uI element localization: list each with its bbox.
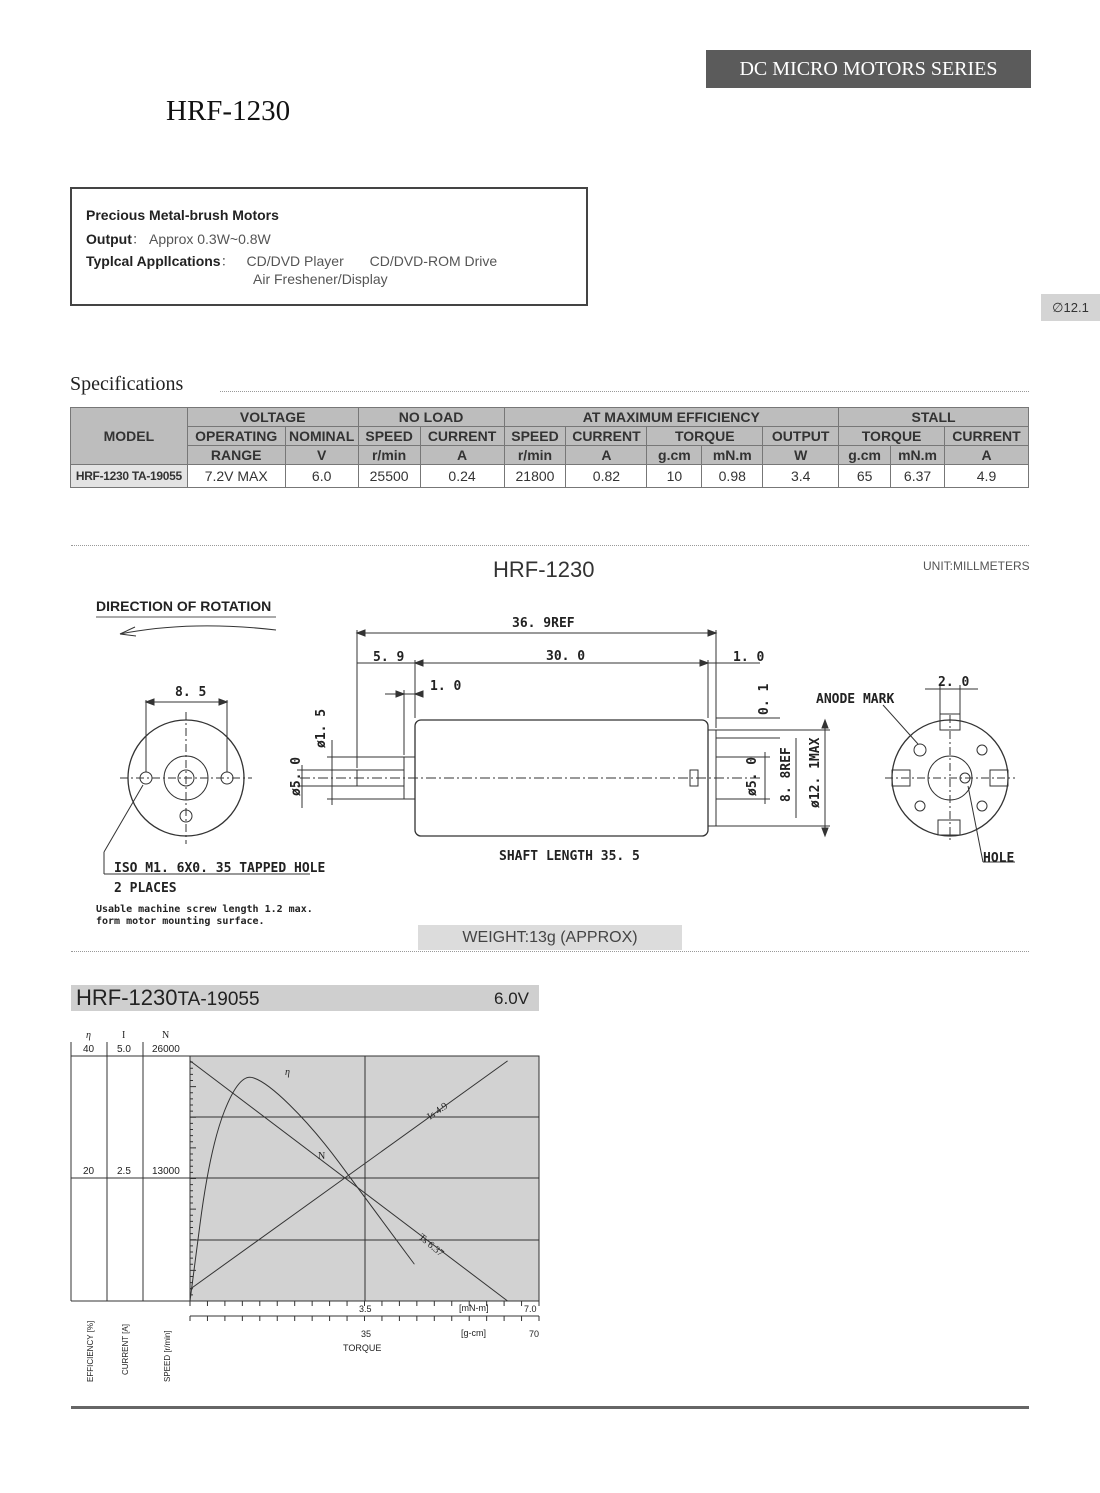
perf-model-suffix: TA-19055 [177,989,260,1010]
speed-tick-top: 26000 [152,1044,180,1055]
cell-model: HRF-1230 TA-19055 [71,465,188,488]
apps-value-2: CD/DVD-ROM Drive [369,253,498,269]
n-header: N [162,1030,170,1041]
diameter-tab[interactable]: ∅12.1 [1041,294,1100,321]
n-curve-label: N [318,1151,326,1162]
torque-mnm-mid: 3.5 [359,1304,372,1314]
series-banner: DC MICRO MOTORS SERIES [706,50,1031,88]
cur-tick-top: 5.0 [117,1044,131,1055]
intro-box [70,187,588,306]
th-no-load: NO LOAD [358,408,504,427]
torque-mnm-unit: [mN-m] [459,1303,489,1313]
th-unit-mnm: mN.m [891,446,945,465]
torque-mnm-max: 7.0 [524,1304,537,1314]
speed-vlabel: SPEED [r/min] [163,1330,172,1382]
apps-label: Typlcal Appllcations [86,253,221,269]
unit-label: UNIT:MILLMETERS [923,559,1030,573]
th-unit-a: A [945,446,1029,465]
dim-12-1: ø12. 1MAX [808,737,823,808]
cell-st-current: 4.9 [945,465,1029,488]
th-nl-current: CURRENT [420,427,504,446]
weight-label: WEIGHT:13g (APPROX) [418,925,682,950]
eff-tick-mid: 20 [83,1166,95,1177]
divider [71,951,1029,952]
front-view [104,685,310,874]
perf-banner [71,985,539,1011]
torque-label: TORQUE [343,1343,382,1353]
dim-30: 30. 0 [546,649,586,664]
hole-label: HOLE [983,851,1015,866]
th-model: MODEL [71,408,188,465]
note-line-1: Usable machine screw length 1.2 max. [96,904,313,915]
dim-phi5-0a: ø5. 0 [289,756,304,796]
th-me-current: CURRENT [566,427,647,446]
specs-heading: Specifications [70,373,184,395]
intro-apps: Typlcal Appllcations： CD/DVD Player CD/DVD-ROM Drive [86,253,498,269]
divider [71,545,1029,546]
th-stall: STALL [839,408,1029,427]
th-unit-gcm: g.cm [839,446,891,465]
eta-curve-label: η [285,1067,290,1078]
th-st-torque: TORQUE [839,427,945,446]
th-nominal: NOMINAL [285,427,358,446]
th-unit-a: A [566,446,647,465]
cell-st-torque-gcm: 65 [839,465,891,488]
th-unit-w: W [763,446,839,465]
page-title: HRF-1230 [166,95,291,127]
th-unit-mnm: mN.m [702,446,763,465]
cell-me-current: 0.82 [566,465,647,488]
cell-operating-range: 7.2V MAX [187,465,285,488]
divider [220,391,1029,392]
ts-curve-label: Ts 6.37 [416,1231,446,1260]
dim-1-0b: 1. 0 [733,650,765,665]
th-operating: OPERATING [187,427,285,446]
th-me-torque: TORQUE [647,427,763,446]
speed-tick-mid: 13000 [152,1166,180,1177]
tapped-hole-label: ISO M1. 6X0. 35 TAPPED HOLE [114,861,326,876]
eff-vlabel: EFFICIENCY [%] [86,1320,95,1382]
th-range: RANGE [187,446,285,465]
dim-phi1-5: ø1. 5 [314,708,329,748]
th-voltage: VOLTAGE [187,408,358,427]
drawing-title: HRF-1230 [493,557,595,582]
th-me-output: OUTPUT [763,427,839,446]
i-header: I [122,1030,126,1041]
shaft-length: SHAFT LENGTH 35. 5 [499,849,640,864]
cell-me-torque-mnm: 0.98 [702,465,763,488]
output-label: Output [86,231,132,247]
eta-header: η [86,1030,91,1041]
table-row [71,465,1029,488]
th-unit-rmin: r/min [504,446,566,465]
note-line-2: form motor mounting surface. [96,916,265,927]
performance-chart [0,1020,560,1390]
th-unit-a: A [420,446,504,465]
th-max-eff: AT MAXIMUM EFFICIENCY [504,408,839,427]
output-value: Approx 0.3W~0.8W [149,231,271,247]
dim-2-0: 2. 0 [938,675,970,690]
dim-8-8: 8. 8REF [779,747,794,802]
th-me-speed: SPEED [504,427,566,446]
dimension-drawing [0,590,1100,930]
dim-0-1: 0. 1 [757,683,772,715]
cell-st-torque-mnm: 6.37 [891,465,945,488]
rotation-arrow-icon [120,626,276,634]
dim-36-9: 36. 9REF [512,616,575,631]
cell-nominal: 6.0 [285,465,358,488]
intro-output: Output： Approx 0.3W~0.8W [86,231,271,247]
perf-voltage: 6.0V [494,989,529,1008]
cell-me-output: 3.4 [763,465,839,488]
anode-mark-label: ANODE MARK [816,692,895,707]
torque-gcm-mid: 35 [361,1329,372,1339]
th-unit-v: V [285,446,358,465]
dim-5-9: 5. 9 [373,650,405,665]
cell-me-speed: 21800 [504,465,566,488]
th-nl-speed: SPEED [358,427,420,446]
dim-1-0a: 1. 0 [430,679,462,694]
eff-tick-top: 40 [83,1044,95,1055]
th-st-current: CURRENT [945,427,1029,446]
th-unit-rmin: r/min [358,446,420,465]
perf-model-main: HRF-1230 [76,985,178,1010]
is-curve-label: Is 4.9 [425,1100,450,1123]
apps-value-3: Air Freshener/Display [253,271,388,287]
rear-view [883,685,1015,862]
cur-tick-mid: 2.5 [117,1166,131,1177]
dim-phi5-0b: ø5. 0 [745,756,760,796]
bottom-rule [71,1406,1029,1409]
perf-model [76,985,260,1013]
torque-gcm-max: 70 [529,1329,540,1339]
spec-table [70,407,1029,488]
cell-nl-current: 0.24 [420,465,504,488]
places-label: 2 PLACES [114,881,177,896]
cell-nl-speed: 25500 [358,465,420,488]
cell-me-torque-gcm: 10 [647,465,702,488]
rotation-label: DIRECTION OF ROTATION [96,598,272,614]
torque-gcm-unit: [g-cm] [461,1328,487,1338]
intro-title: Precious Metal-brush Motors [86,207,279,223]
cur-vlabel: CURRENT [A] [121,1324,130,1375]
dim-8-5: 8. 5 [175,685,207,700]
th-unit-gcm: g.cm [647,446,702,465]
apps-value-1: CD/DVD Player [246,253,344,269]
